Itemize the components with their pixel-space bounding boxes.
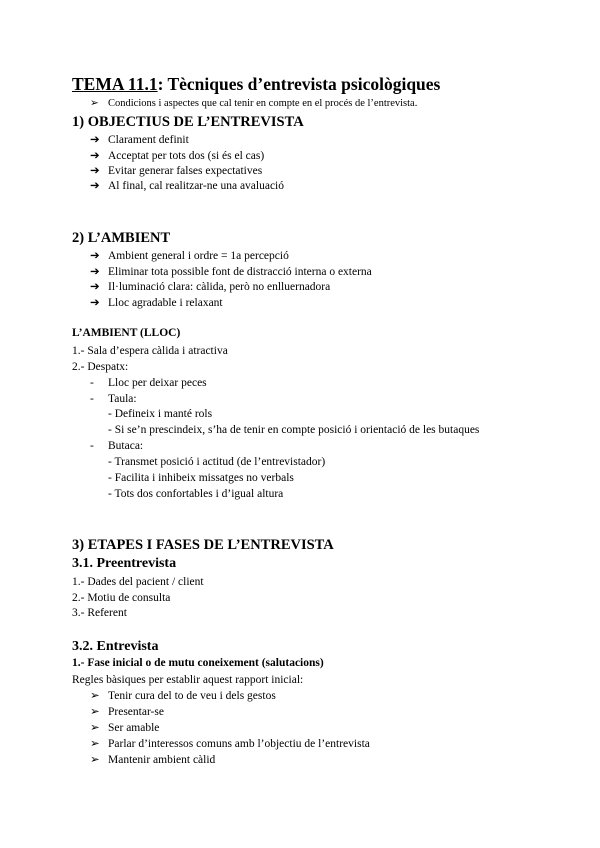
- list-item: [90, 296, 223, 310]
- list-item: [90, 392, 137, 406]
- lloc-heading: L’AMBIENT (LLOC): [72, 327, 181, 339]
- list-item-text: Butaca:: [108, 440, 144, 452]
- arrow-bullet-icon: ➔: [90, 266, 100, 278]
- list-item: [90, 439, 143, 453]
- list-item-text: Lloc per deixar peces: [108, 377, 207, 389]
- section-3-heading: 3) ETAPES I FASES DE L’ENTREVISTA: [72, 537, 334, 553]
- list-item-text: Al final, cal realitzar-ne una avaluació: [108, 180, 285, 192]
- regles-line: Regles bàsiques per establir aquest rapport inicial:: [72, 674, 304, 686]
- list-item-text: Parlar d’interessos comuns amb l’objectiu de l’entrevista: [108, 738, 370, 750]
- page-title: [72, 74, 440, 95]
- list-item-text: Taula:: [108, 393, 137, 405]
- list-item: [90, 689, 276, 703]
- list-item-text: Ambient general i ordre = 1a percepció: [108, 250, 289, 262]
- pre-line: 1.- Dades del pacient / client: [72, 576, 204, 588]
- list-item: [90, 179, 284, 193]
- intro-item: [90, 97, 417, 111]
- triangle-bullet-icon: ➢: [90, 706, 100, 718]
- list-item: [90, 265, 372, 279]
- section-2-heading: 2) L’AMBIENT: [72, 230, 171, 246]
- triangle-bullet-icon: ➢: [90, 754, 100, 766]
- triangle-bullet-icon: ➢: [90, 690, 100, 702]
- list-item: [90, 249, 289, 263]
- title-number: TEMA 11.1: [72, 74, 158, 94]
- pre-line: 3.- Referent: [72, 607, 127, 619]
- list-item: [90, 705, 164, 719]
- arrow-bullet-icon: ➔: [90, 281, 100, 293]
- lloc-line-1: 1.- Sala d’espera càlida i atractiva: [72, 345, 228, 357]
- sub-item: - Facilita i inhibeix missatges no verbals: [108, 472, 294, 484]
- sub-item: - Si se’n prescindeix, s’ha de tenir en compte posició i orientació de les butaques: [108, 424, 480, 436]
- list-item-text: Clarament definit: [108, 134, 189, 146]
- list-item-text: Mantenir ambient càlid: [108, 754, 216, 766]
- sub-item: - Transmet posició i actitud (de l’entrevistador): [108, 456, 326, 468]
- list-item: [90, 133, 189, 147]
- arrow-bullet-icon: ➔: [90, 180, 100, 192]
- arrow-bullet-icon: ➔: [90, 134, 100, 146]
- list-item: [90, 280, 330, 294]
- list-item: [90, 721, 159, 735]
- list-item: [90, 164, 262, 178]
- arrow-bullet-icon: ➔: [90, 165, 100, 177]
- list-item-text: Lloc agradable i relaxant: [108, 297, 223, 309]
- intro-text: Condicions i aspectes que cal tenir en compte en el procés de l’entrevista.: [108, 98, 418, 109]
- list-item: [90, 737, 370, 751]
- list-item: [90, 376, 207, 390]
- section-1-heading: 1) OBJECTIUS DE L’ENTREVISTA: [72, 114, 304, 130]
- list-item-text: Evitar generar falses expectatives: [108, 165, 263, 177]
- list-item-text: Tenir cura del to de veu i dels gestos: [108, 690, 276, 702]
- pre-line: 2.- Motiu de consulta: [72, 592, 171, 604]
- title-separator: :: [157, 74, 164, 94]
- fase-heading: 1.- Fase inicial o de mutu coneixement (salutacions): [72, 657, 324, 669]
- triangle-bullet-icon: ➢: [90, 98, 99, 109]
- triangle-bullet-icon: ➢: [90, 722, 100, 734]
- lloc-line-2: 2.- Despatx:: [72, 361, 129, 373]
- subsection-3-2-heading: 3.2. Entrevista: [72, 639, 159, 654]
- dash-bullet-icon: -: [90, 393, 94, 405]
- dash-bullet-icon: -: [90, 440, 94, 452]
- list-item-text: Acceptat per tots dos (si és el cas): [108, 150, 265, 162]
- sub-item: - Defineix i manté rols: [108, 408, 213, 420]
- list-item: [90, 753, 215, 767]
- list-item-text: Ser amable: [108, 722, 160, 734]
- arrow-bullet-icon: ➔: [90, 150, 100, 162]
- arrow-bullet-icon: ➔: [90, 250, 100, 262]
- dash-bullet-icon: -: [90, 377, 94, 389]
- sub-item: - Tots dos confortables i d’igual altura: [108, 488, 284, 500]
- list-item: [90, 149, 264, 163]
- list-item-text: Il·luminació clara: càlida, però no enlluernadora: [108, 281, 331, 293]
- list-item-text: Presentar-se: [108, 706, 164, 718]
- list-item-text: Eliminar tota possible font de distracció interna o externa: [108, 266, 372, 278]
- arrow-bullet-icon: ➔: [90, 297, 100, 309]
- triangle-bullet-icon: ➢: [90, 738, 100, 750]
- title-text: Tècniques d’entrevista psicològiques: [163, 74, 441, 94]
- subsection-3-1-heading: 3.1. Preentrevista: [72, 556, 177, 571]
